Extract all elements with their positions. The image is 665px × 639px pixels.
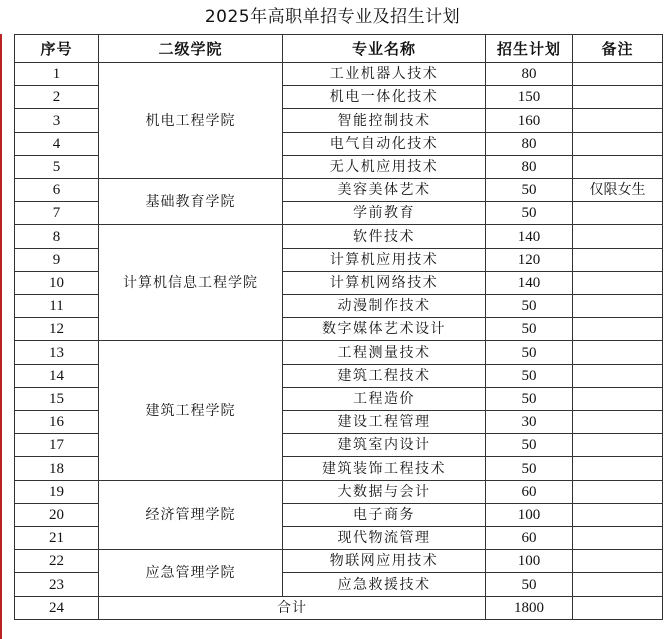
plan-cell: 100 <box>486 550 573 573</box>
major-cell: 应急救援技术 <box>283 573 486 596</box>
plan-cell: 140 <box>486 271 573 294</box>
plan-cell: 50 <box>486 179 573 202</box>
total-label-cell: 合计 <box>99 596 486 619</box>
plan-cell: 50 <box>486 202 573 225</box>
major-cell: 建设工程管理 <box>283 411 486 434</box>
table-body <box>15 63 663 620</box>
table-row <box>15 63 663 86</box>
major-cell: 工程测量技术 <box>283 341 486 364</box>
note-cell <box>573 341 663 364</box>
note-cell <box>573 86 663 109</box>
serial-cell: 13 <box>15 341 99 364</box>
plan-cell: 50 <box>486 364 573 387</box>
note-cell <box>573 480 663 503</box>
major-cell: 建筑工程技术 <box>283 364 486 387</box>
left-edge-marker <box>0 34 2 639</box>
major-cell: 电气自动化技术 <box>283 132 486 155</box>
major-cell: 建筑室内设计 <box>283 434 486 457</box>
plan-cell: 50 <box>486 295 573 318</box>
note-cell: 仅限女生 <box>573 179 663 202</box>
serial-cell: 1 <box>15 63 99 86</box>
note-cell <box>573 132 663 155</box>
college-cell: 计算机信息工程学院 <box>99 225 283 341</box>
serial-cell: 15 <box>15 387 99 410</box>
note-cell <box>573 225 663 248</box>
major-cell: 无人机应用技术 <box>283 155 486 178</box>
note-cell <box>573 550 663 573</box>
serial-cell: 5 <box>15 155 99 178</box>
major-cell: 计算机应用技术 <box>283 248 486 271</box>
college-cell: 经济管理学院 <box>99 480 283 550</box>
enrollment-plan-table <box>14 34 663 620</box>
serial-cell: 9 <box>15 248 99 271</box>
header-major: 专业名称 <box>283 35 486 63</box>
note-cell <box>573 155 663 178</box>
plan-cell: 50 <box>486 457 573 480</box>
major-cell: 软件技术 <box>283 225 486 248</box>
plan-cell: 30 <box>486 411 573 434</box>
plan-cell: 140 <box>486 225 573 248</box>
serial-cell: 22 <box>15 550 99 573</box>
major-cell: 物联网应用技术 <box>283 550 486 573</box>
serial-cell: 18 <box>15 457 99 480</box>
major-cell: 工业机器人技术 <box>283 63 486 86</box>
total-note-cell <box>573 596 663 619</box>
plan-cell: 80 <box>486 155 573 178</box>
header-note: 备注 <box>573 35 663 63</box>
major-cell: 动漫制作技术 <box>283 295 486 318</box>
note-cell <box>573 573 663 596</box>
note-cell <box>573 457 663 480</box>
serial-cell: 23 <box>15 573 99 596</box>
serial-cell: 20 <box>15 503 99 526</box>
serial-cell: 7 <box>15 202 99 225</box>
major-cell: 智能控制技术 <box>283 109 486 132</box>
college-cell: 基础教育学院 <box>99 179 283 225</box>
serial-cell: 2 <box>15 86 99 109</box>
note-cell <box>573 202 663 225</box>
major-cell: 大数据与会计 <box>283 480 486 503</box>
serial-cell: 4 <box>15 132 99 155</box>
note-cell <box>573 271 663 294</box>
note-cell <box>573 248 663 271</box>
table-row <box>15 179 663 202</box>
note-cell <box>573 364 663 387</box>
serial-cell: 10 <box>15 271 99 294</box>
plan-cell: 80 <box>486 63 573 86</box>
header-serial: 序号 <box>15 35 99 63</box>
major-cell: 美容美体艺术 <box>283 179 486 202</box>
table-row <box>15 550 663 573</box>
serial-cell: 14 <box>15 364 99 387</box>
serial-cell: 6 <box>15 179 99 202</box>
major-cell: 计算机网络技术 <box>283 271 486 294</box>
plan-cell: 80 <box>486 132 573 155</box>
note-cell <box>573 63 663 86</box>
plan-cell: 50 <box>486 318 573 341</box>
table-row <box>15 341 663 364</box>
total-row <box>15 596 663 619</box>
plan-cell: 60 <box>486 480 573 503</box>
note-cell <box>573 527 663 550</box>
header-college: 二级学院 <box>99 35 283 63</box>
plan-cell: 160 <box>486 109 573 132</box>
serial-cell: 19 <box>15 480 99 503</box>
page-title: 2025年高职单招专业及招生计划 <box>204 7 461 27</box>
total-plan-cell: 1800 <box>486 596 573 619</box>
table-row <box>15 225 663 248</box>
serial-cell: 16 <box>15 411 99 434</box>
major-cell: 数字媒体艺术设计 <box>283 318 486 341</box>
college-cell: 建筑工程学院 <box>99 341 283 480</box>
total-serial-cell: 24 <box>15 596 99 619</box>
college-cell: 机电工程学院 <box>99 63 283 179</box>
major-cell: 机电一体化技术 <box>283 86 486 109</box>
note-cell <box>573 318 663 341</box>
plan-cell: 120 <box>486 248 573 271</box>
college-cell: 应急管理学院 <box>99 550 283 596</box>
header-plan: 招生计划 <box>486 35 573 63</box>
note-cell <box>573 109 663 132</box>
major-cell: 工程造价 <box>283 387 486 410</box>
note-cell <box>573 387 663 410</box>
serial-cell: 12 <box>15 318 99 341</box>
note-cell <box>573 295 663 318</box>
plan-cell: 100 <box>486 503 573 526</box>
plan-cell: 50 <box>486 434 573 457</box>
major-cell: 建筑装饰工程技术 <box>283 457 486 480</box>
plan-cell: 50 <box>486 573 573 596</box>
plan-cell: 50 <box>486 341 573 364</box>
serial-cell: 21 <box>15 527 99 550</box>
serial-cell: 3 <box>15 109 99 132</box>
header-row <box>15 35 663 63</box>
plan-cell: 60 <box>486 527 573 550</box>
table-row <box>15 480 663 503</box>
major-cell: 电子商务 <box>283 503 486 526</box>
plan-cell: 50 <box>486 387 573 410</box>
serial-cell: 8 <box>15 225 99 248</box>
major-cell: 现代物流管理 <box>283 527 486 550</box>
major-cell: 学前教育 <box>283 202 486 225</box>
note-cell <box>573 434 663 457</box>
serial-cell: 17 <box>15 434 99 457</box>
note-cell <box>573 503 663 526</box>
note-cell <box>573 411 663 434</box>
serial-cell: 11 <box>15 295 99 318</box>
plan-cell: 150 <box>486 86 573 109</box>
